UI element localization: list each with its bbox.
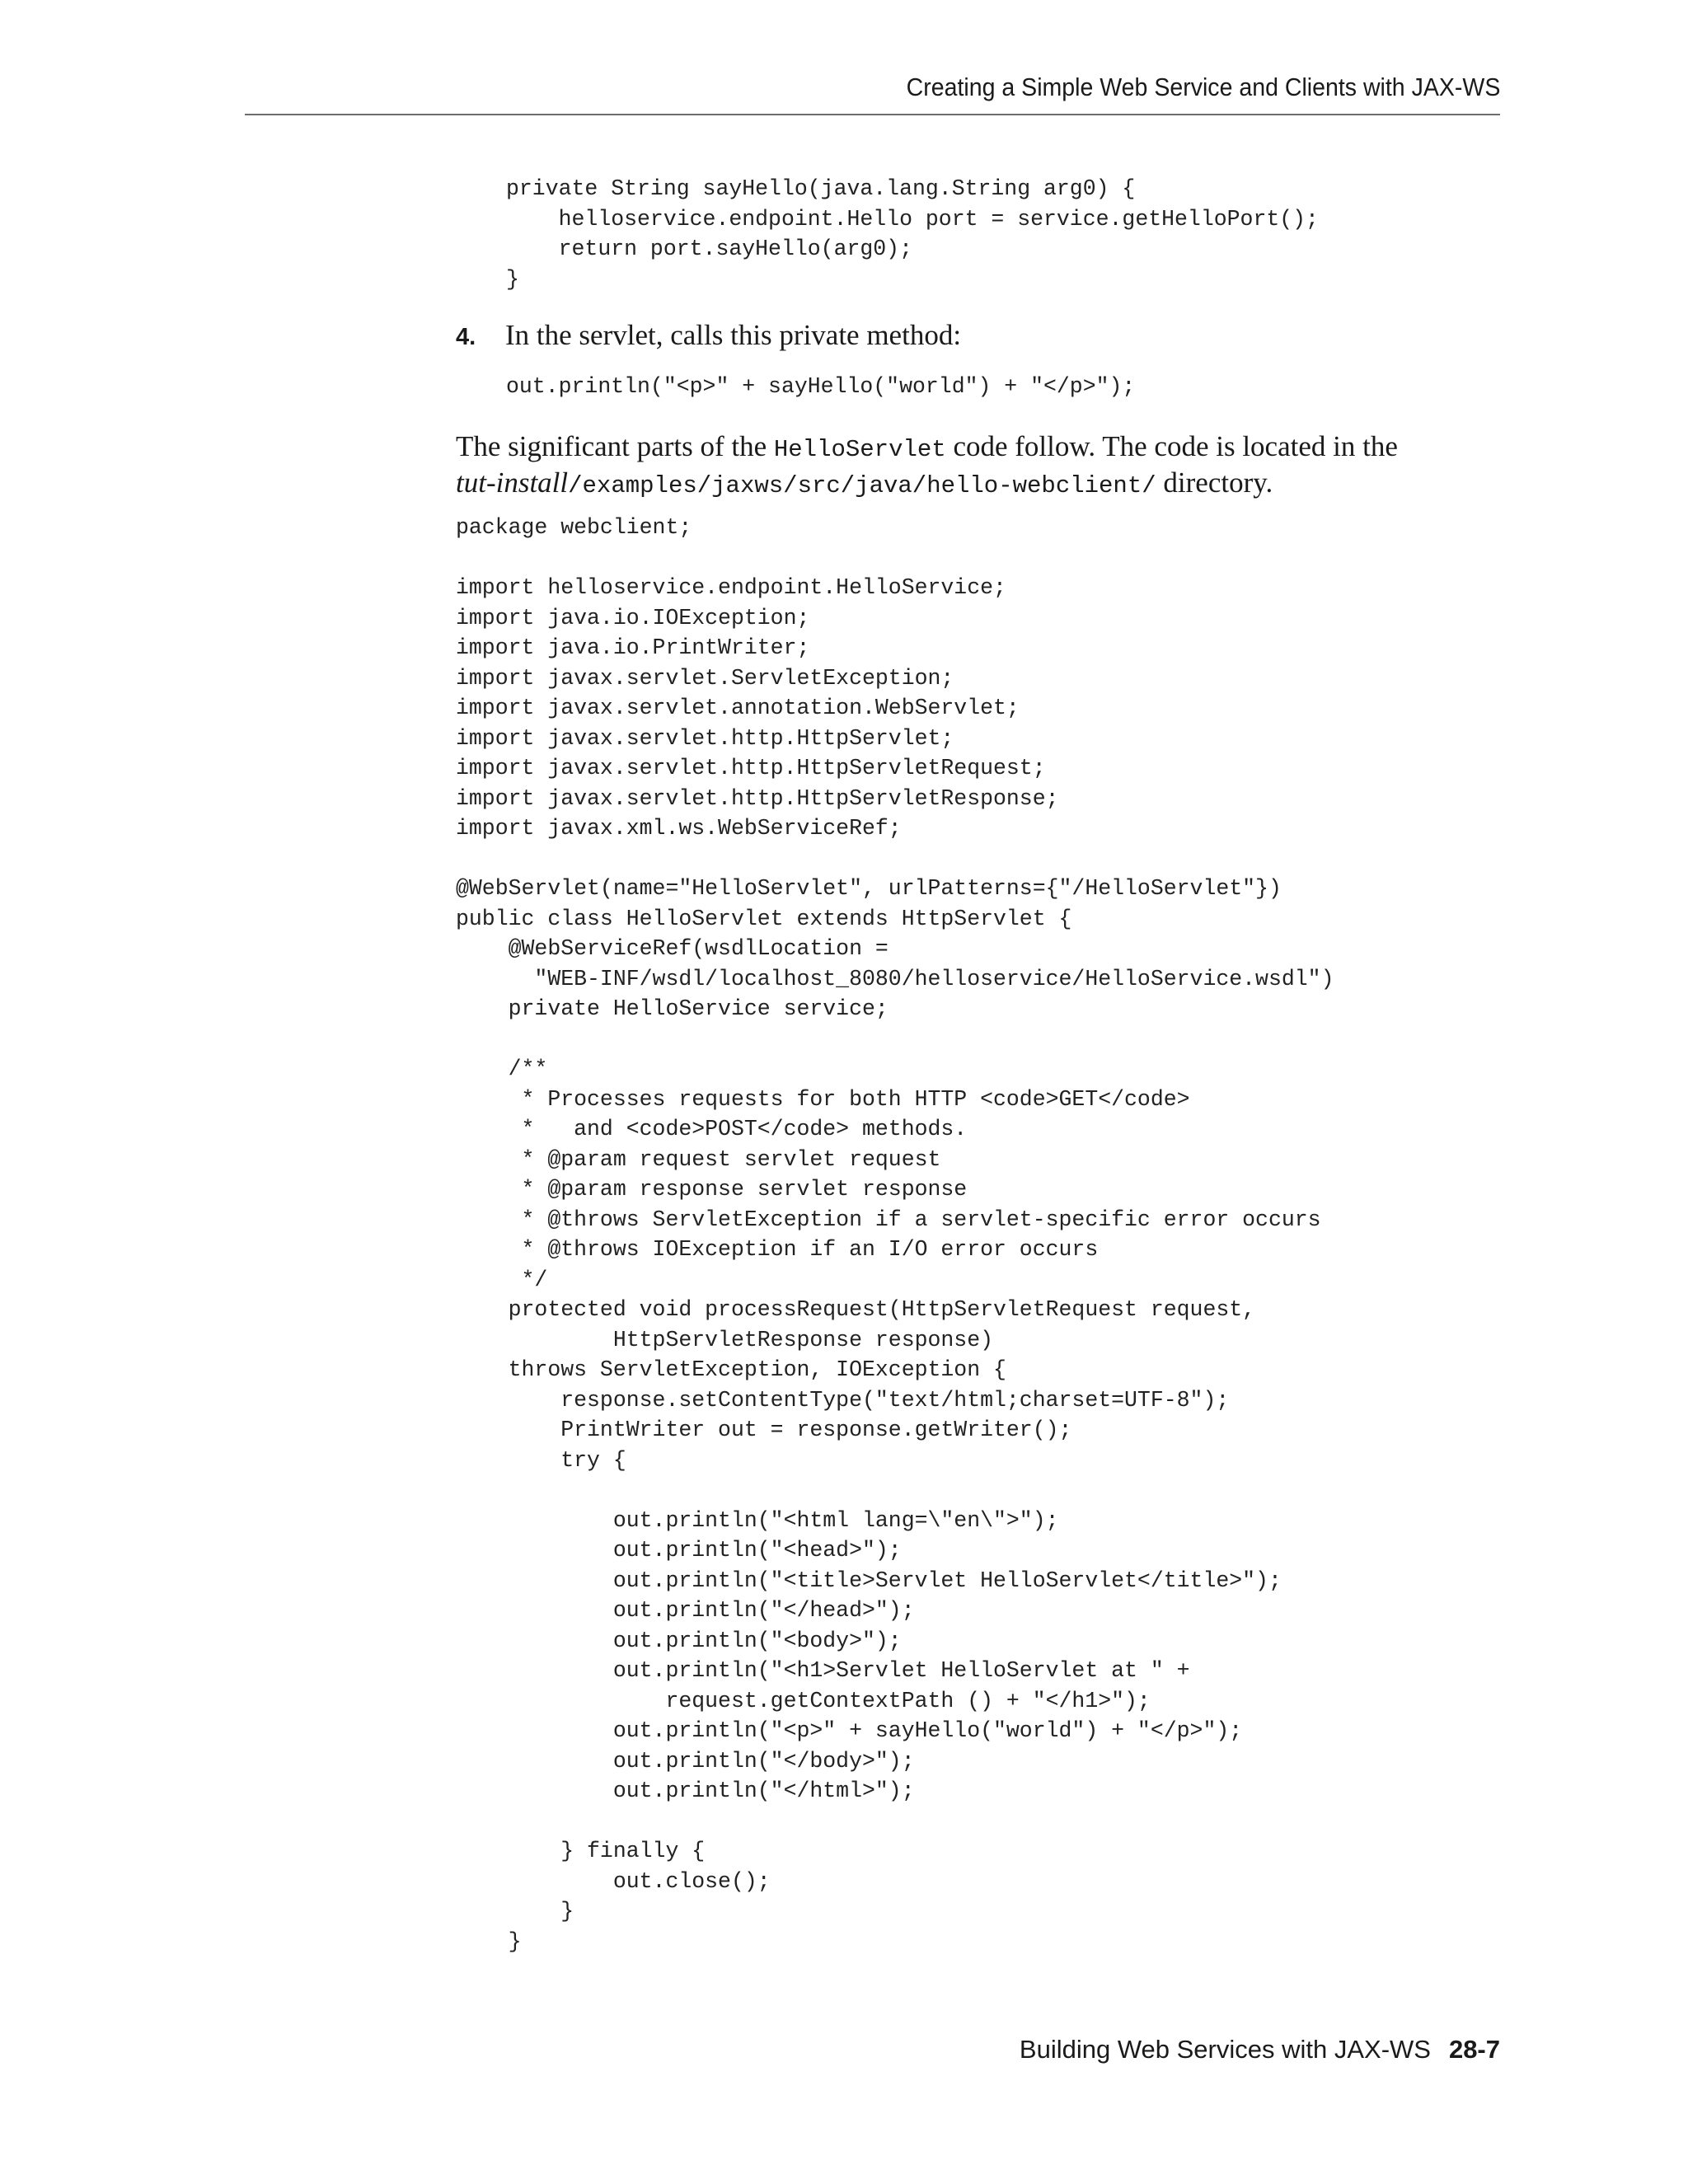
running-header-title: Creating a Simple Web Service and Clients with JAX-WS [906,73,1500,101]
paragraph-line-2 [456,466,1527,503]
code-block-sayhello-method: private String sayHello(java.lang.String arg0) { helloservice.endpoint.Hello port = service.getHelloPort(); return port.sayHello(arg0); } [506,176,1319,292]
code-block-helloservlet: package webclient; import helloservice.endpoint.HelloService; import java.io.IOException; import java.io.PrintWriter; import javax.servlet.ServletException; import javax.servlet.annotation.WebServlet; import javax.servlet.http.HttpServlet; import javax.servlet.http.HttpServletRequest; import javax.servlet.http.HttpServletResponse; import javax.xml.ws.WebServiceRef; @WebServlet(name="HelloServlet", urlPatterns={"/HelloServlet"}) public class HelloServlet extends HttpServlet { @WebServiceRef(wsdlLocation = "WEB-INF/wsdl/localhost_8080/helloservice/HelloService.wsdl") private HelloService service; /** * Processes requests for both HTTP <code>GET</code> * and <code>POST</code> methods. * @param request servlet request * @param response servlet response * @throws ServletException if a servlet-specific error occurs * @throws IOException if an I/O error occurs */ protected void processRequest(HttpServletRequest request, HttpServletResponse response) throws ServletException, IOException { response.setContentType("text/html;charset=UTF-8"); PrintWriter out = response.getWriter(); try { out.println("<html lang=\"en\">"); out.println("<head>"); out.println("<title>Servlet HelloServlet</title>"); out.println("</head>"); out.println("<body>"); out.println("<h1>Servlet HelloServlet at " + request.getContextPath () + "</h1>"); out.println("<p>" + sayHello("world") + "</p>"); out.println("</body>"); out.println("</html>"); } finally { out.close(); } } [456,515,1334,1954]
code-block-println-call: out.println("<p>" + sayHello("world") + "</p>"); [506,374,1136,399]
page-footer [1020,2035,1500,2064]
footer-title: Building Web Services with JAX-WS [1019,2035,1431,2064]
intro-paragraph [456,430,1527,503]
page-number: 28-7 [1448,2035,1500,2064]
paragraph-text: The significant parts of the [456,430,774,462]
step-4 [456,319,961,352]
inline-code-path: /examples/jaxws/src/java/hello-webclient/ [568,472,1156,499]
path-placeholder: tut-install [456,466,569,499]
step-number: 4. [456,324,476,350]
step-text: In the servlet, calls this private method: [505,319,962,351]
paragraph-text: code follow. The code is located in the [945,430,1398,462]
paragraph-line-1 [456,430,1527,466]
inline-code-class-name: HelloServlet [773,436,946,463]
header-divider [245,114,1500,115]
paragraph-text: directory. [1156,466,1273,499]
